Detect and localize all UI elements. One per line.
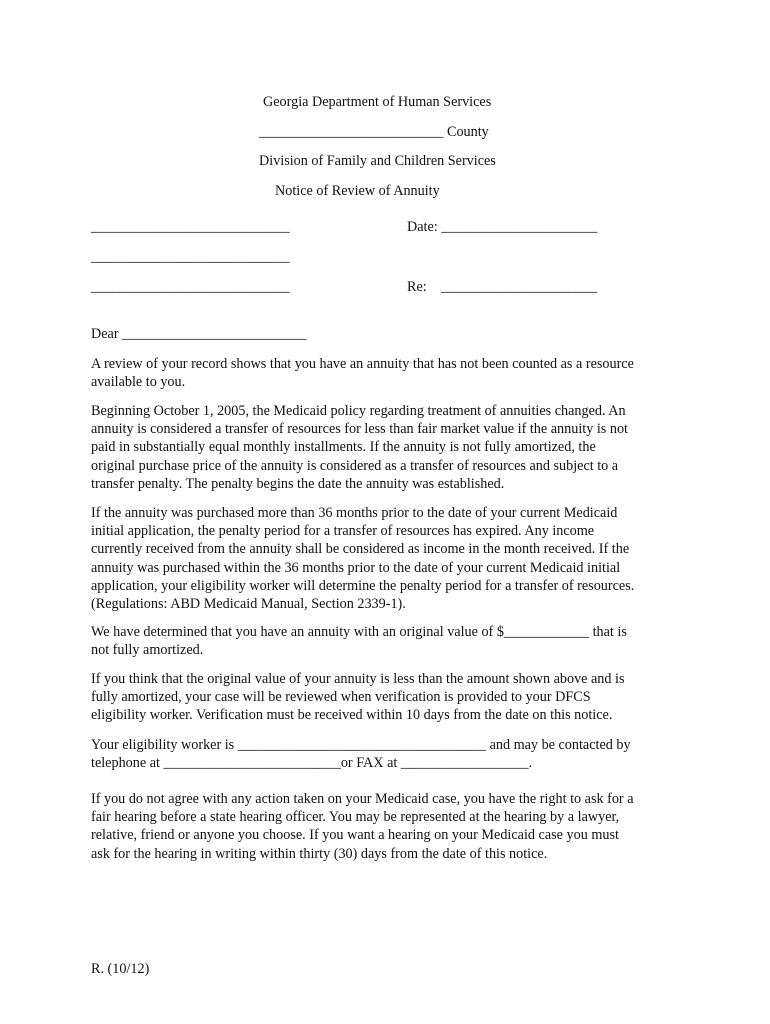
re-field: Re: ______________________ bbox=[407, 279, 597, 295]
date-field: Date: ______________________ bbox=[407, 219, 598, 235]
paragraph-verification: If you think that the original value of your annuity is less than the amount shown above and is fully amortized, your case will be reviewed when verification is provided to your DFCS eligibility worker. Verification must be received within 10 days from the date on this notice. bbox=[91, 671, 625, 724]
notice-title: Notice of Review of Annuity bbox=[275, 183, 440, 199]
address-line-3: ____________________________ bbox=[91, 279, 290, 295]
salutation: Dear __________________________ bbox=[91, 326, 307, 342]
address-line-2: ____________________________ bbox=[91, 249, 290, 265]
address-line-1: ____________________________ bbox=[91, 219, 290, 235]
revision-code: R. (10/12) bbox=[91, 961, 150, 977]
division-name: Division of Family and Children Services bbox=[259, 153, 496, 169]
paragraph-policy-change: Beginning October 1, 2005, the Medicaid policy regarding treatment of annuities changed. An annuity is considered a transfer of resources for less than fair market value if the annuity is not paid in substantially equal monthly installments. If the annuity is not fully amortized, the original purchase price of the annuity is considered as a transfer of resources and subject to a transfer penalty. The penalty begins the date the annuity was established. bbox=[91, 403, 628, 492]
county-field: __________________________ County bbox=[259, 124, 489, 140]
agency-name: Georgia Department of Human Services bbox=[263, 94, 492, 110]
paragraph-penalty-period: If the annuity was purchased more than 36 months prior to the date of your current Medicaid initial application, the penalty period for a transfer of resources has expired. Any income currently received from the annuity shall be considered as income in the month received. If the annuity was purchased within the 36 months prior to the date of your current Medicaid initial application, your eligibility worker will determine the penalty period for a transfer of resources. (Regulations: ABD Medicaid Manual, Section 2339-1). bbox=[91, 505, 635, 613]
paragraph-fair-hearing: If you do not agree with any action taken on your Medicaid case, you have the right to ask for a fair hearing before a state hearing officer. You may be represented at the hearing by a lawyer, relative, friend or anyone you choose. If you want a hearing on your Medicaid case you must ask for the hearing in writing within thirty (30) days from the date of this notice. bbox=[91, 791, 634, 862]
paragraph-worker-contact: Your eligibility worker is ___________________________________ and may be contacted by telephone at _________________________or FAX at __________________. bbox=[91, 737, 631, 772]
paragraph-record-review: A review of your record shows that you have an annuity that has not been counted as a resource available to you. bbox=[91, 356, 634, 391]
paragraph-annuity-value: We have determined that you have an annuity with an original value of $____________ that is not fully amortized. bbox=[91, 624, 627, 659]
